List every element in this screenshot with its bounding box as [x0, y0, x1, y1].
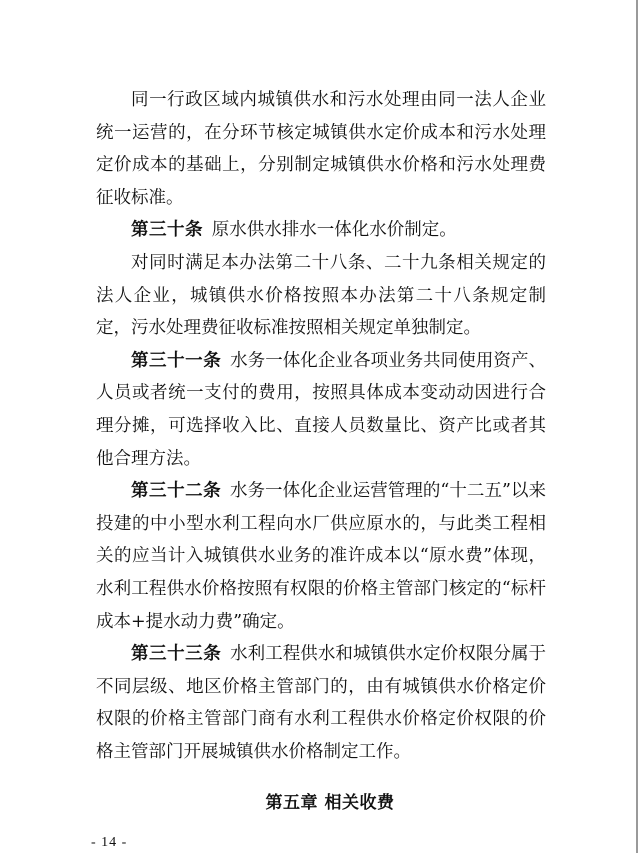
article-separator: [203, 220, 212, 240]
article-31: [96, 345, 546, 475]
article-separator: [221, 481, 230, 501]
document-body: [96, 84, 546, 768]
article-number: 第三十三条: [131, 644, 222, 665]
article-number: 第三十条: [131, 220, 203, 241]
article-number: 第三十二条: [131, 481, 222, 502]
paragraph-text: 对同时满足本办法第二十八条、二十九条相关规定的法人企业，城镇供水价格按照本办法第二十八条规定制定，污水处理费征收标准按照相关规定单独制定。: [96, 252, 546, 339]
paragraph-text: 水利工程供水和城镇供水定价权限分属于不同层级、地区价格主管部门的，由有城镇供水价格定价权限的价格主管部门商有水利工程供水价格定价权限的价格主管部门开展城镇供水价格制定工作。: [96, 644, 547, 762]
article-separator: [221, 644, 230, 664]
article-30-body: [96, 247, 546, 345]
paragraph-text: 水务一体化企业运营管理的“十二五”以来投建的中小型水利工程向水厂供应原水的，与此类工程相关的应当计入城镇供水业务的准许成本以“原水费”体现，水利工程供水价格按照有权限的价格主管部门核定的“标杆成本+提水动力费”确定。: [96, 481, 546, 632]
article-separator: [221, 351, 230, 371]
page-number: - 14 -: [91, 835, 128, 850]
article-30: [96, 214, 546, 247]
article-33: [96, 638, 546, 768]
paragraph-text: 同一行政区域内城镇供水和污水处理由同一法人企业统一运营的，在分环节核定城镇供水定价成本和污水处理定价成本的基础上，分别制定城镇供水价格和污水处理费征收标准。: [96, 90, 546, 208]
chapter-heading: 第五章 相关收费: [265, 793, 395, 813]
paragraph-text: 水务一体化企业各项业务共同使用资产、人员或者统一支付的费用，按照具体成本变动动因进行合理分摊，可选择收入比、直接人员数量比、资产比或者其他合理方法。: [96, 350, 547, 469]
paragraph-continuation: [96, 84, 546, 214]
article-32: [96, 475, 546, 638]
article-number: 第三十一条: [131, 350, 222, 371]
paragraph-text: 原水供水排水一体化水价制定。: [211, 220, 457, 241]
